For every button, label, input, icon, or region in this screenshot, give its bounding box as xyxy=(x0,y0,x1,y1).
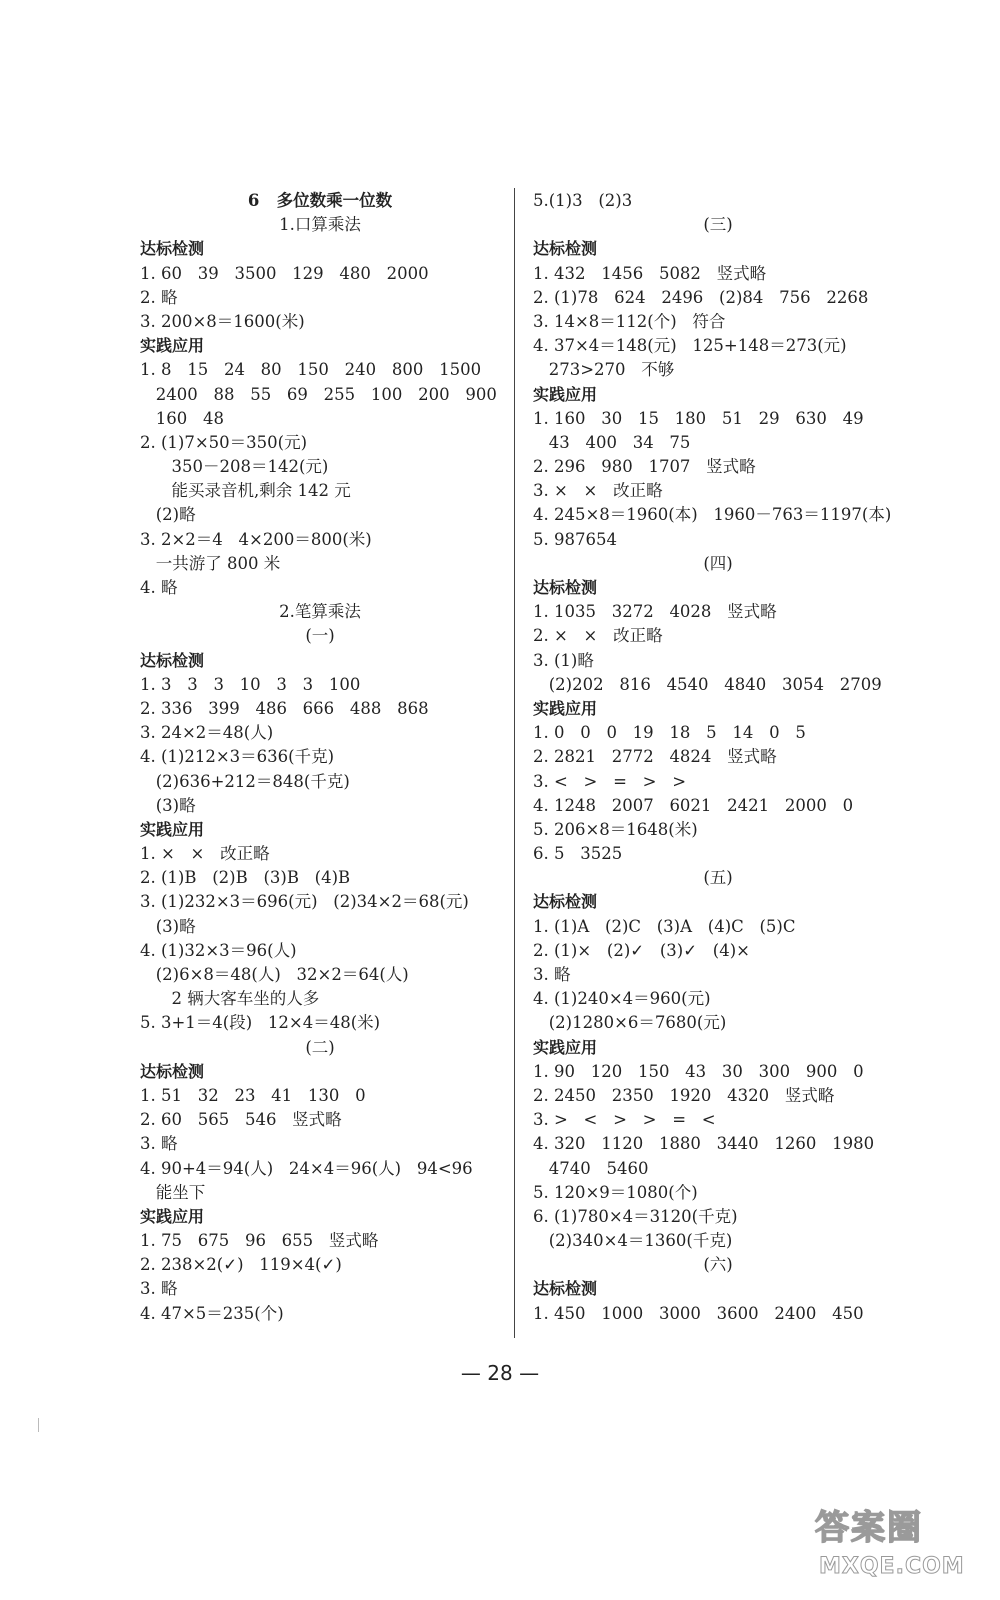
answer-line: 1. 0 0 0 19 18 5 14 0 5 xyxy=(533,723,806,743)
watermark-text-bottom: MXQE.COM xyxy=(819,1554,965,1579)
answer-line: 3. 略 xyxy=(140,1279,178,1299)
answer-line: 4. (1)212×3＝636(千克) xyxy=(140,747,335,767)
answer-line: 4. 37×4＝148(元) 125+148＝273(元) xyxy=(533,336,847,356)
section-heading: 实践应用 xyxy=(140,336,205,356)
answer-line: 5. 987654 xyxy=(533,529,617,549)
answer-line: 3. 24×2＝48(人) xyxy=(140,723,274,743)
answer-line: 1. 1035 3272 4028 竖式略 xyxy=(533,602,777,622)
answer-line: 2. × × 改正略 xyxy=(533,626,663,646)
answer-line: 1. 51 32 23 41 130 0 xyxy=(140,1085,366,1105)
answer-line: 1. × × 改正略 xyxy=(140,844,270,864)
subsection-title: 2.笔算乘法 xyxy=(279,602,361,622)
section-heading: 达标检测 xyxy=(140,650,205,670)
answer-line: 4. 1248 2007 6021 2421 2000 0 xyxy=(533,795,854,815)
subsection-title: (六) xyxy=(703,1255,733,1275)
column-divider xyxy=(514,188,515,1338)
answer-line: 6. 5 3525 xyxy=(533,844,623,864)
answer-line: 5. 120×9＝1080(个) xyxy=(533,1182,698,1202)
answer-line: 3. 2×2＝4 4×200＝800(米) xyxy=(140,529,372,549)
answer-line: 3. 200×8＝1600(米) xyxy=(140,311,305,331)
answer-line: 3. 14×8＝112(个) 符合 xyxy=(533,311,726,331)
answer-line: 6. (1)780×4＝3120(千克) xyxy=(533,1206,738,1226)
section-heading: 实践应用 xyxy=(533,698,598,718)
answer-line: 1. (1)A (2)C (3)A (4)C (5)C xyxy=(533,916,796,936)
section-heading: 达标检测 xyxy=(140,239,205,259)
subsection-title: (五) xyxy=(703,868,733,888)
answer-line: (2)略 xyxy=(140,505,196,525)
answer-line: 2. (1)78 624 2496 (2)84 756 2268 xyxy=(533,287,869,307)
subsection-title: (二) xyxy=(305,1037,335,1057)
answer-line: 4. (1)240×4＝960(元) xyxy=(533,989,711,1009)
answer-line: 273>270 不够 xyxy=(533,360,675,380)
answer-line: 4. 47×5＝235(个) xyxy=(140,1303,284,1323)
section-heading: 达标检测 xyxy=(533,578,598,597)
answer-line: 350－208＝142(元) xyxy=(140,457,329,477)
answer-line: 1. 90 120 150 43 30 300 900 0 xyxy=(533,1061,864,1081)
left-column xyxy=(140,189,500,1326)
right-column xyxy=(533,189,903,1326)
answer-line: 3. 略 xyxy=(140,1134,178,1154)
answer-line: 2. 略 xyxy=(140,287,178,307)
answer-line: 4. (1)32×3＝96(人) xyxy=(140,940,297,960)
answer-line: 4. 略 xyxy=(140,578,178,597)
answer-line: 1. 450 1000 3000 3600 2400 450 xyxy=(533,1303,864,1323)
section-heading: 达标检测 xyxy=(533,892,598,912)
answer-line: (2)340×4＝1360(千克) xyxy=(533,1231,733,1251)
answer-line: 2. (1)7×50＝350(元) xyxy=(140,432,308,452)
subsection-title: 6 多位数乘一位数 xyxy=(247,191,393,210)
answer-line: 5. 206×8＝1648(米) xyxy=(533,819,698,839)
answer-line: 能买录音机,剩余 142 元 xyxy=(140,481,351,501)
subsection-title: 1.口算乘法 xyxy=(279,215,361,235)
answer-line: 1. 160 30 15 180 51 29 630 49 xyxy=(533,408,864,428)
answer-line: 1. 3 3 3 10 3 3 100 xyxy=(140,674,361,694)
answer-line: 3. 略 xyxy=(533,965,571,984)
answer-line: 1. 432 1456 5082 竖式略 xyxy=(533,263,767,283)
answer-line: 2. 2450 2350 1920 4320 竖式略 xyxy=(533,1085,835,1105)
answer-line: (2)1280×6＝7680(元) xyxy=(533,1013,727,1033)
answer-line: 2. 2821 2772 4824 竖式略 xyxy=(533,747,777,767)
answer-line: 5.(1)3 (2)3 xyxy=(533,191,633,210)
answer-line: 5. 3+1＝4(段) 12×4＝48(米) xyxy=(140,1013,381,1033)
answer-line: 43 400 34 75 xyxy=(533,432,691,452)
answer-line: (3)略 xyxy=(140,795,196,815)
answer-line: (2)636+212＝848(千克) xyxy=(140,771,350,791)
answer-line: 3. × × 改正略 xyxy=(533,481,663,501)
section-heading: 达标检测 xyxy=(140,1061,205,1081)
answer-line: 3. > < > > = < xyxy=(533,1110,716,1130)
answer-line: 2 辆大客车坐的人多 xyxy=(140,989,320,1009)
answer-line: 2. 60 565 546 竖式略 xyxy=(140,1110,342,1130)
watermark-text-top: 答案圈 xyxy=(815,1508,923,1548)
answer-line: 3. (1)232×3＝696(元) (2)34×2＝68(元) xyxy=(140,892,469,912)
answer-line: 2. 296 980 1707 竖式略 xyxy=(533,457,756,477)
answer-line: 2. 238×2(✓) 119×4(✓) xyxy=(140,1255,342,1275)
answer-line: (2)6×8＝48(人) 32×2＝64(人) xyxy=(140,965,409,984)
answer-line: 4. 320 1120 1880 3440 1260 1980 xyxy=(533,1134,875,1154)
section-heading: 实践应用 xyxy=(533,384,598,404)
margin-mark xyxy=(38,1418,39,1432)
section-heading: 实践应用 xyxy=(140,819,205,839)
answer-line: 1. 75 675 96 655 竖式略 xyxy=(140,1231,379,1251)
section-heading: 实践应用 xyxy=(140,1206,205,1226)
section-heading: 实践应用 xyxy=(533,1037,598,1057)
answer-line: 1. 8 15 24 80 150 240 800 1500 xyxy=(140,360,482,380)
answer-line: 3. (1)略 xyxy=(533,650,594,670)
subsection-title: (一) xyxy=(305,626,335,646)
answer-line: 2. (1)× (2)✓ (3)✓ (4)× xyxy=(533,940,750,960)
page-number: — 28 — xyxy=(460,1361,540,1385)
answer-line: 4. 90+4＝94(人) 24×4＝96(人) 94<96 xyxy=(140,1158,473,1178)
answer-line: 能坐下 xyxy=(140,1182,206,1202)
section-heading: 达标检测 xyxy=(533,239,598,259)
answer-line: 4. 245×8＝1960(本) 1960－763＝1197(本) xyxy=(533,505,892,525)
section-heading: 达标检测 xyxy=(533,1279,598,1299)
watermark-logo xyxy=(815,1500,975,1590)
answer-line: 160 48 xyxy=(140,408,224,428)
answer-line: (2)202 816 4540 4840 3054 2709 xyxy=(533,674,882,694)
answer-line: 3. < > = > > xyxy=(533,771,687,791)
answer-line: 2. 336 399 486 666 488 868 xyxy=(140,698,429,718)
answer-line: (3)略 xyxy=(140,916,196,936)
answer-line: 4740 5460 xyxy=(533,1158,649,1178)
answer-line: 2. (1)B (2)B (3)B (4)B xyxy=(140,868,351,888)
answer-line: 一共游了 800 米 xyxy=(140,553,281,573)
subsection-title: (四) xyxy=(703,553,733,573)
answer-line: 2400 88 55 69 255 100 200 900 xyxy=(140,384,497,404)
subsection-title: (三) xyxy=(703,215,733,235)
answer-line: 1. 60 39 3500 129 480 2000 xyxy=(140,263,429,283)
